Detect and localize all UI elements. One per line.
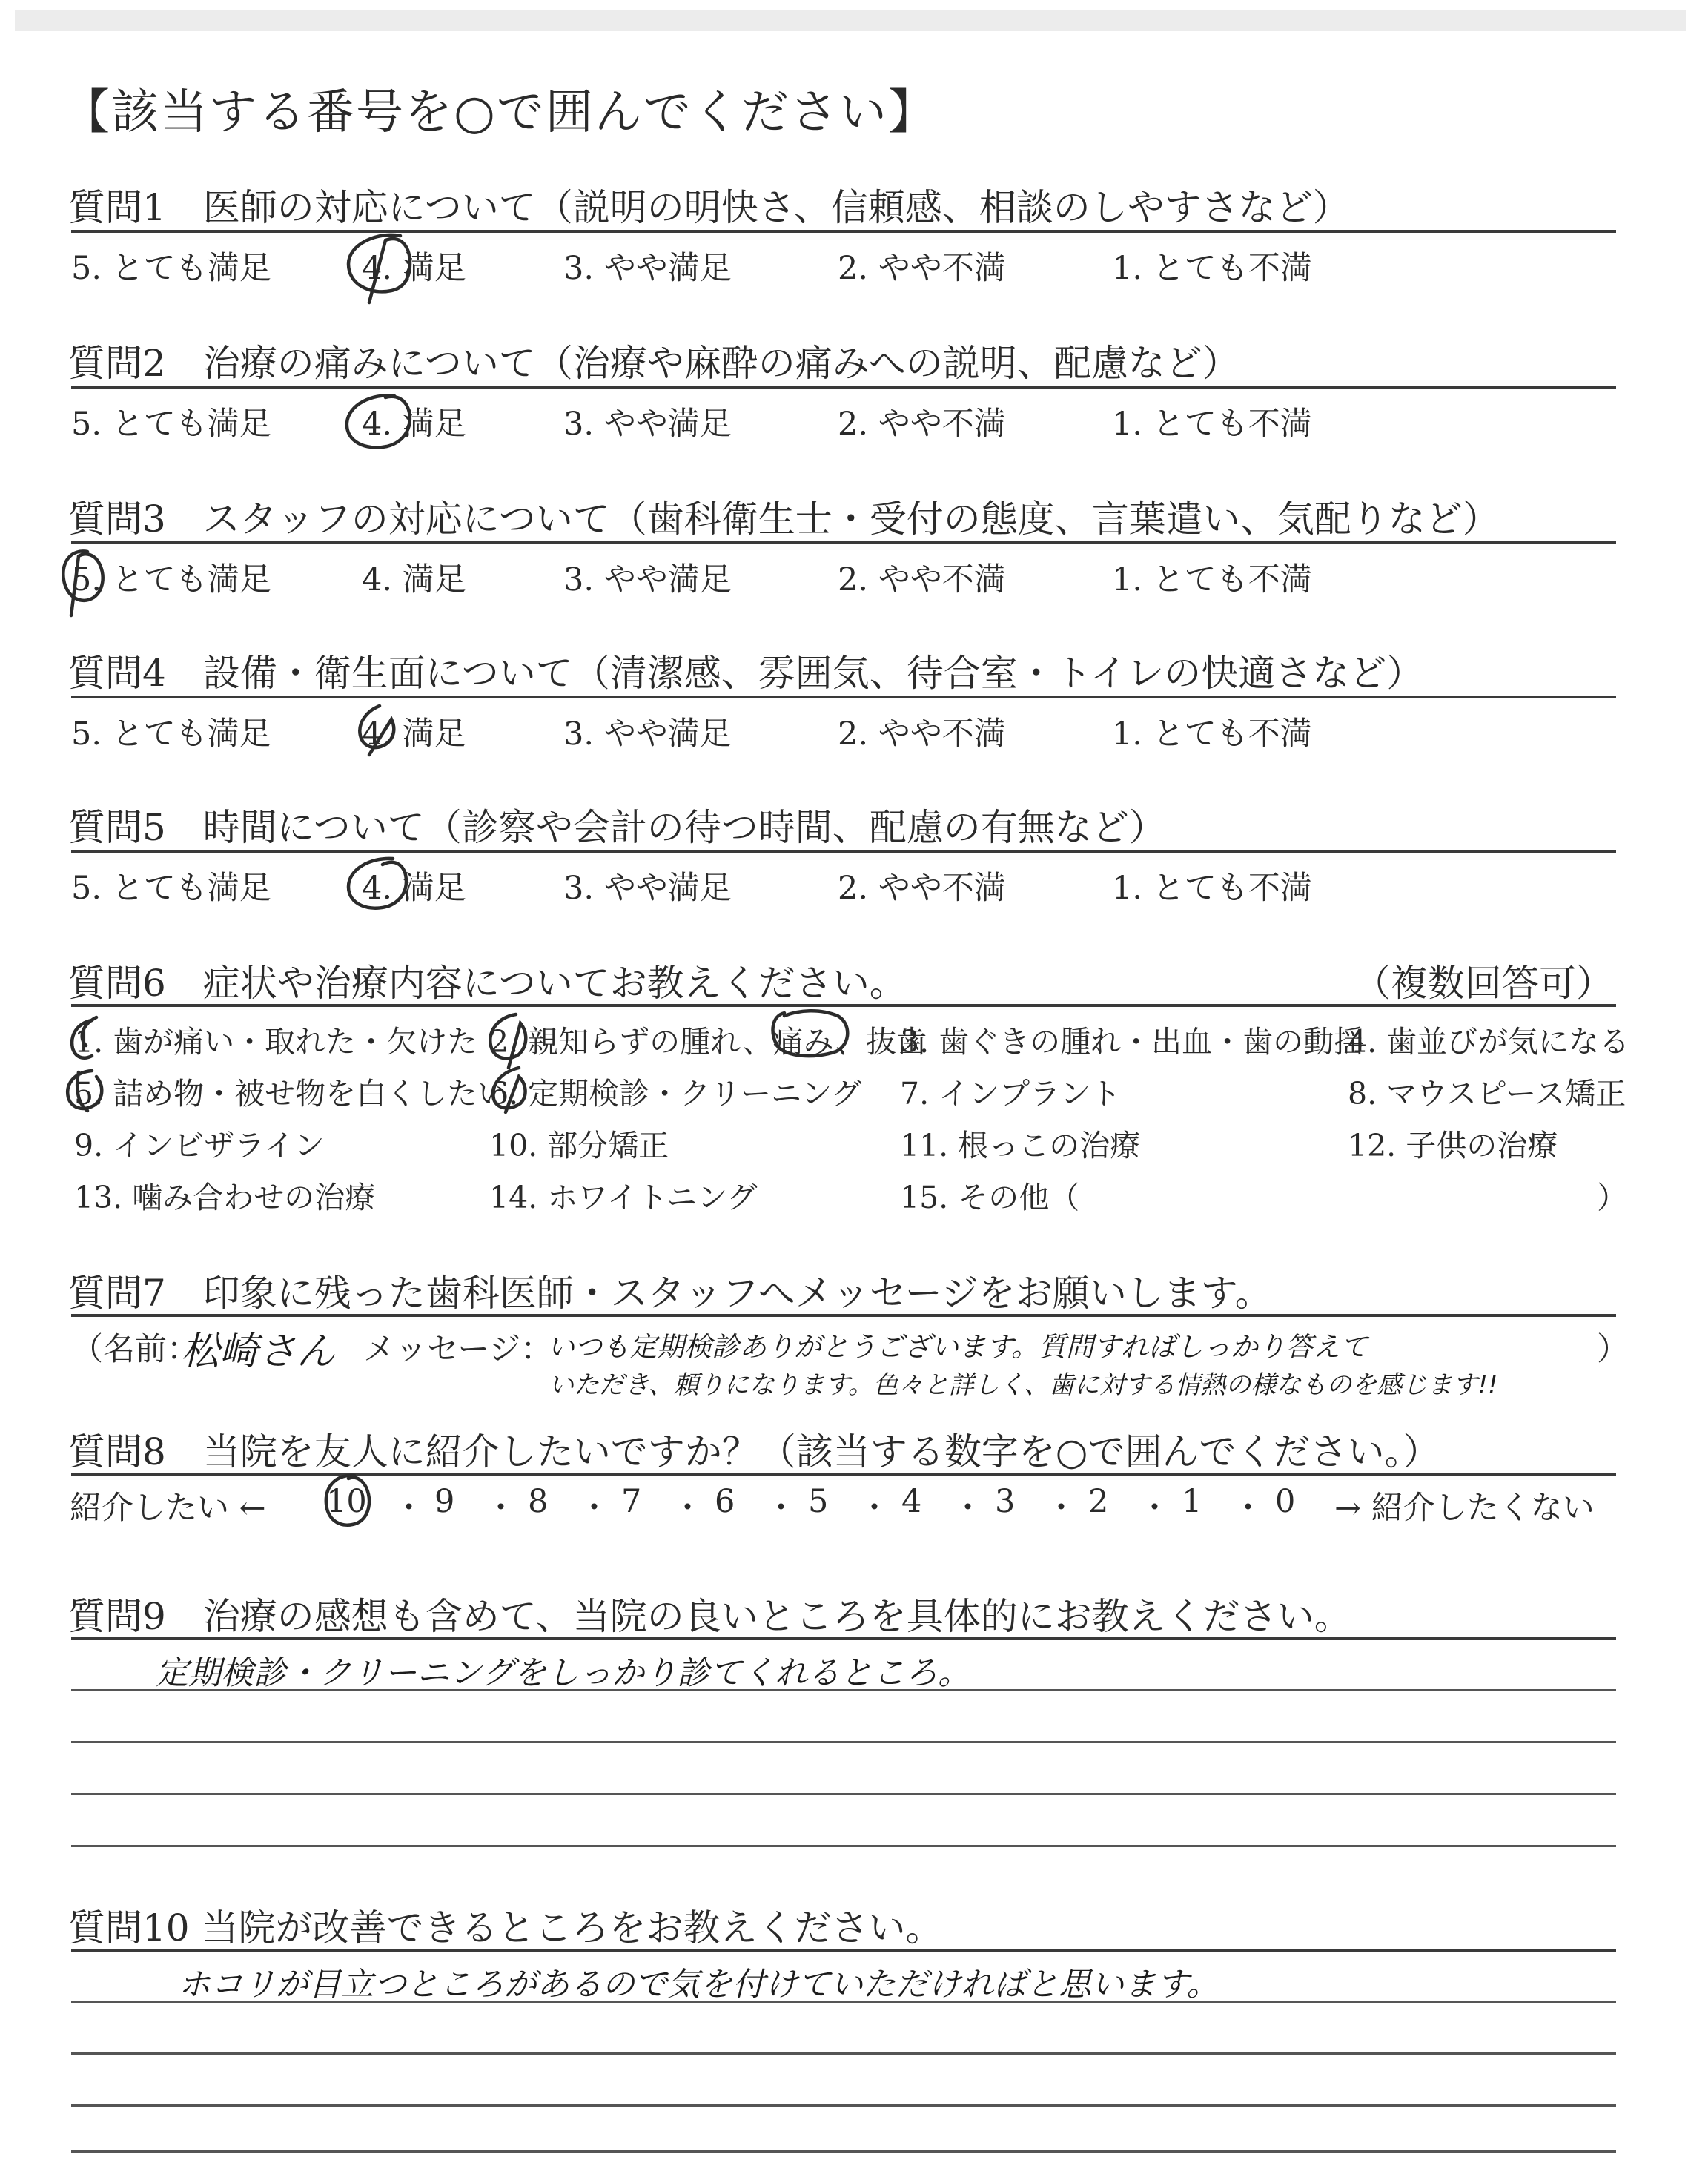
- q9-answer-line-3: [71, 1793, 1616, 1795]
- q8-score-7[interactable]: 7: [621, 1483, 642, 1520]
- q8-dot: ・: [858, 1490, 890, 1527]
- q8-dot: ・: [578, 1490, 610, 1527]
- q3-option-5[interactable]: 5. とても満足: [71, 561, 271, 598]
- q6-option-12[interactable]: 12. 子供の治療: [1348, 1128, 1558, 1163]
- question-7-label: 質問7 印象に残った歯科医師・スタッフへメッセージをお願いします。: [68, 1272, 1272, 1315]
- q6-option-2[interactable]: 2. 親知らずの腫れ、痛み、抜歯: [489, 1024, 927, 1060]
- question-8-label: 質問8 当院を友人に紹介したいですか？（該当する数字を○で囲んでください。）: [68, 1430, 1440, 1473]
- q8-dot: ・: [672, 1490, 704, 1527]
- q2-option-2[interactable]: 2. やや不満: [838, 406, 1006, 443]
- q8-dot: ・: [765, 1490, 797, 1527]
- q4-option-3[interactable]: 3. やや満足: [563, 716, 732, 753]
- q8-dot: ・: [393, 1490, 425, 1527]
- q8-score-3[interactable]: 3: [995, 1483, 1016, 1520]
- q6-option-5[interactable]: 5. 詰め物・被せ物を白くしたい: [74, 1076, 509, 1112]
- q9-answer-line-1: [71, 1689, 1616, 1691]
- question-5-rule: [71, 850, 1616, 853]
- q6-option-14[interactable]: 14. ホワイトニング: [489, 1180, 758, 1215]
- question-5-label: 質問5 時間について（診察や会計の待つ時間、配慮の有無など）: [68, 806, 1166, 849]
- q6-option-1[interactable]: 1. 歯が痛い・取れた・欠けた: [74, 1024, 478, 1060]
- q8-score-1[interactable]: 1: [1182, 1483, 1202, 1520]
- q8-dot: ・: [1045, 1490, 1077, 1527]
- question-6-label: 質問6 症状や治療内容についてお教えください。: [68, 962, 907, 1005]
- q10-answer[interactable]: ホコリが目立つところがあるので気を付けていただければと思います。: [178, 1966, 1219, 2004]
- q10-answer-line-3: [71, 2104, 1616, 2107]
- q6-option-7[interactable]: 7. インプラント: [900, 1076, 1122, 1112]
- q7-name-prefix: （名前：: [71, 1331, 199, 1368]
- question-9-label: 質問9 治療の感想も含めて、当院の良いところを具体的にお教えください。: [68, 1595, 1351, 1638]
- q3-option-3[interactable]: 3. やや満足: [563, 561, 732, 598]
- q10-answer-line-2: [71, 2052, 1616, 2055]
- question-6-rule: [71, 1004, 1616, 1007]
- q3-option-2[interactable]: 2. やや不満: [838, 561, 1006, 598]
- q5-option-2[interactable]: 2. やや不満: [838, 870, 1006, 907]
- q8-dot: ・: [485, 1490, 517, 1527]
- q8-score-6[interactable]: 6: [715, 1483, 735, 1520]
- q9-answer-line-2: [71, 1741, 1616, 1743]
- q7-message-line-2[interactable]: いただき、頼りになります。色々と詳しく、歯に対する情熱の様なものを感じます!!: [549, 1370, 1498, 1400]
- question-9-rule: [71, 1637, 1616, 1640]
- question-10-label: 質問10 当院が改善できるところをお教えください。: [68, 1906, 943, 1949]
- q8-score-2[interactable]: 2: [1088, 1483, 1109, 1520]
- question-3-label: 質問3 スタッフの対応について（歯科衛生士・受付の態度、言葉遣い、気配りなど）: [68, 498, 1500, 541]
- q6-option-10[interactable]: 10. 部分矯正: [489, 1128, 669, 1163]
- q3-option-4[interactable]: 4. 満足: [362, 561, 466, 598]
- q5-option-1[interactable]: 1. とても不満: [1112, 870, 1312, 907]
- q8-score-9[interactable]: 9: [434, 1483, 455, 1520]
- q6-option-15-close: ）: [1597, 1180, 1627, 1215]
- q7-message-prefix: メッセージ：: [363, 1331, 553, 1368]
- q4-option-4[interactable]: 4. 満足: [362, 716, 466, 753]
- q6-option-3[interactable]: 3. 歯ぐきの腫れ・出血・歯の動揺: [900, 1024, 1365, 1060]
- q6-option-8[interactable]: 8. マウスピース矯正: [1348, 1076, 1626, 1112]
- question-4-label: 質問4 設備・衛生面について（清潔感、雰囲気、待合室・トイレの快適さなど）: [68, 652, 1424, 695]
- q8-left-label: 紹介したい ←: [70, 1490, 266, 1527]
- q8-score-10[interactable]: 10: [326, 1483, 367, 1520]
- question-1-rule: [71, 230, 1616, 233]
- question-2-rule: [71, 386, 1616, 389]
- q8-score-4[interactable]: 4: [901, 1483, 922, 1520]
- q7-close-paren: ）: [1597, 1331, 1629, 1368]
- q4-option-5[interactable]: 5. とても満足: [71, 716, 271, 753]
- question-10-rule: [71, 1949, 1616, 1952]
- q4-option-1[interactable]: 1. とても不満: [1112, 716, 1312, 753]
- q7-name-value[interactable]: 松崎さん: [181, 1330, 336, 1374]
- q6-option-4[interactable]: 4. 歯並びが気になる: [1348, 1024, 1630, 1060]
- question-4-rule: [71, 696, 1616, 698]
- question-6-note: （複数回答可）: [1354, 962, 1613, 1005]
- q5-option-4[interactable]: 4. 満足: [362, 870, 466, 907]
- page-title: 【該当する番号を○で囲んでください】: [62, 85, 937, 140]
- q6-option-11[interactable]: 11. 根っこの治療: [900, 1128, 1141, 1163]
- q7-message-line-1[interactable]: いつも定期検診ありがとうございます。質問すればしっかり答えて: [547, 1331, 1368, 1363]
- q8-right-label: → 紹介したくない: [1334, 1490, 1595, 1527]
- q6-option-9[interactable]: 9. インビザライン: [74, 1128, 325, 1163]
- q6-option-6[interactable]: 6. 定期検診・クリーニング: [489, 1076, 862, 1112]
- q6-option-15[interactable]: 15. その他（: [900, 1180, 1080, 1215]
- q8-score-5[interactable]: 5: [808, 1483, 829, 1520]
- q2-option-5[interactable]: 5. とても満足: [71, 406, 271, 443]
- q8-dot: ・: [1232, 1490, 1264, 1527]
- question-3-rule: [71, 541, 1616, 544]
- q2-option-4[interactable]: 4. 満足: [362, 406, 466, 443]
- q5-option-3[interactable]: 3. やや満足: [563, 870, 732, 907]
- q8-dot: ・: [952, 1490, 984, 1527]
- q9-answer[interactable]: 定期検診・クリーニングをしっかり診てくれるところ。: [156, 1654, 971, 1692]
- q2-option-1[interactable]: 1. とても不満: [1112, 406, 1312, 443]
- q4-option-2[interactable]: 2. やや不満: [838, 716, 1006, 753]
- q8-dot: ・: [1139, 1490, 1171, 1527]
- q1-option-5[interactable]: 5. とても満足: [71, 250, 271, 287]
- q1-option-2[interactable]: 2. やや不満: [838, 250, 1006, 287]
- q2-option-3[interactable]: 3. やや満足: [563, 406, 732, 443]
- question-7-rule: [71, 1314, 1616, 1317]
- q3-option-1[interactable]: 1. とても不満: [1112, 561, 1312, 598]
- q10-answer-line-1: [71, 2001, 1616, 2003]
- q1-option-4[interactable]: 4. 満足: [362, 250, 466, 287]
- q6-option-13[interactable]: 13. 噛み合わせの治療: [74, 1180, 376, 1215]
- question-8-rule: [71, 1473, 1616, 1476]
- q1-option-3[interactable]: 3. やや満足: [563, 250, 732, 287]
- q8-score-8[interactable]: 8: [528, 1483, 549, 1520]
- q10-answer-line-4: [71, 2150, 1616, 2153]
- question-2-label: 質問2 治療の痛みについて（治療や麻酔の痛みへの説明、配慮など）: [68, 342, 1239, 385]
- q5-option-5[interactable]: 5. とても満足: [71, 870, 271, 907]
- scan-top-edge: [15, 10, 1686, 31]
- q9-answer-line-4: [71, 1845, 1616, 1847]
- q8-score-0[interactable]: 0: [1275, 1483, 1296, 1520]
- q1-option-1[interactable]: 1. とても不満: [1112, 250, 1312, 287]
- question-1-label: 質問1 医師の対応について（説明の明快さ、信頼感、相談のしやすさなど）: [68, 186, 1350, 229]
